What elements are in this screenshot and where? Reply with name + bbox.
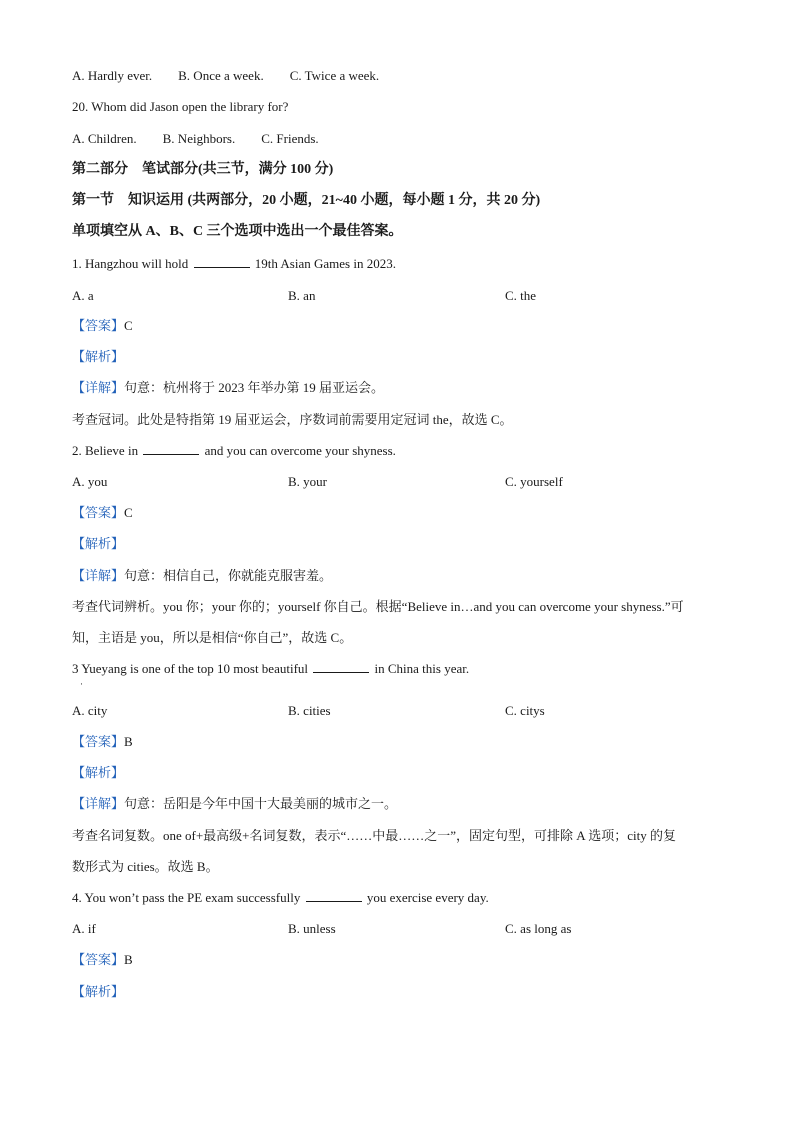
q1-analysis-label: 【解析】 bbox=[72, 349, 125, 364]
q19-option-a: A. Hardly ever. bbox=[72, 68, 153, 83]
q4-answer: 【答案】B bbox=[72, 952, 133, 967]
q2-options bbox=[72, 474, 732, 490]
q20-stem: 20. Whom did Jason open the library for? bbox=[72, 99, 289, 114]
q1-option-a: A. a bbox=[72, 288, 94, 303]
q19-option-b: B. Once a week. bbox=[178, 68, 264, 83]
q3-analysis-label: 【解析】 bbox=[72, 765, 125, 780]
q4-option-c: C. as long as bbox=[505, 921, 572, 936]
q4-stem: 4. You won’t pass the PE exam successfully you exercise every day. bbox=[72, 890, 489, 905]
q3-options bbox=[72, 703, 732, 719]
q2-blank bbox=[143, 443, 199, 455]
q20-option-b: B. Neighbors. bbox=[162, 131, 236, 146]
instruction: 单项填空从 A、B、C 三个选项中选出一个最佳答案。 bbox=[72, 224, 403, 239]
q19-options bbox=[72, 68, 405, 84]
q2-detail: 【详解】句意：相信自己，你就能克服害羞。 bbox=[72, 568, 333, 583]
q3-dot-mark: · bbox=[80, 679, 83, 689]
q1-stem: 1. Hangzhou will hold 19th Asian Games in 2023. bbox=[72, 256, 396, 271]
q2-option-a: A. you bbox=[72, 474, 108, 489]
q3-explanation-line-2: 数形式为 cities。故选 B。 bbox=[72, 859, 219, 874]
q2-explanation-line-2: 知，主语是 you，所以是相信“你自己”，故选 C。 bbox=[72, 630, 353, 645]
q3-stem: 3 Yueyang is one of the top 10 most beautiful in China this year. bbox=[72, 661, 470, 676]
q3-option-c: C. citys bbox=[505, 703, 545, 718]
q3-detail: 【详解】句意：岳阳是今年中国十大最美丽的城市之一。 bbox=[72, 796, 398, 811]
q4-option-a: A. if bbox=[72, 921, 96, 936]
q4-blank bbox=[306, 890, 362, 902]
part2-title: 第二部分 笔试部分(共三节，满分 100 分) bbox=[72, 162, 334, 177]
q3-explanation-line-1: 考查名词复数。one of+最高级+名词复数，表示“……中最……之一”，固定句型，可排除 A 选项；city 的复 bbox=[72, 828, 676, 843]
q1-blank bbox=[194, 256, 250, 268]
q2-analysis-label: 【解析】 bbox=[72, 536, 125, 551]
q4-options bbox=[72, 921, 732, 937]
q1-explanation: 考查冠词。此处是特指第 19 届亚运会，序数词前需要用定冠词 the，故选 C。 bbox=[72, 412, 513, 427]
q2-answer: 【答案】C bbox=[72, 505, 133, 520]
q4-option-b: B. unless bbox=[288, 921, 336, 936]
section1-title: 第一节 知识运用 (共两部分，20 小题，21~40 小题，每小题 1 分，共 20 分) bbox=[72, 193, 541, 208]
q1-detail: 【详解】句意：杭州将于 2023 年举办第 19 届亚运会。 bbox=[72, 380, 385, 395]
q3-answer: 【答案】B bbox=[72, 734, 133, 749]
q3-blank bbox=[313, 661, 369, 673]
q1-option-b: B. an bbox=[288, 288, 316, 303]
q4-analysis-label: 【解析】 bbox=[72, 984, 125, 999]
q2-option-c: C. yourself bbox=[505, 474, 563, 489]
q20-option-a: A. Children. bbox=[72, 131, 137, 146]
q1-options bbox=[72, 288, 732, 304]
q2-option-b: B. your bbox=[288, 474, 327, 489]
q20-option-c: C. Friends. bbox=[261, 131, 319, 146]
q19-option-c: C. Twice a week. bbox=[289, 68, 380, 83]
q20-options bbox=[72, 131, 345, 147]
q2-explanation-line-1: 考查代词辨析。you 你；your 你的；yourself 你自己。根据“Believe in…and you can overcome your shyness.”可 bbox=[72, 599, 684, 614]
q1-answer: 【答案】C bbox=[72, 318, 133, 333]
q3-option-a: A. city bbox=[72, 703, 108, 718]
q3-option-b: B. cities bbox=[288, 703, 331, 718]
q1-option-c: C. the bbox=[505, 288, 537, 303]
q2-stem: 2. Believe in and you can overcome your shyness. bbox=[72, 443, 396, 458]
